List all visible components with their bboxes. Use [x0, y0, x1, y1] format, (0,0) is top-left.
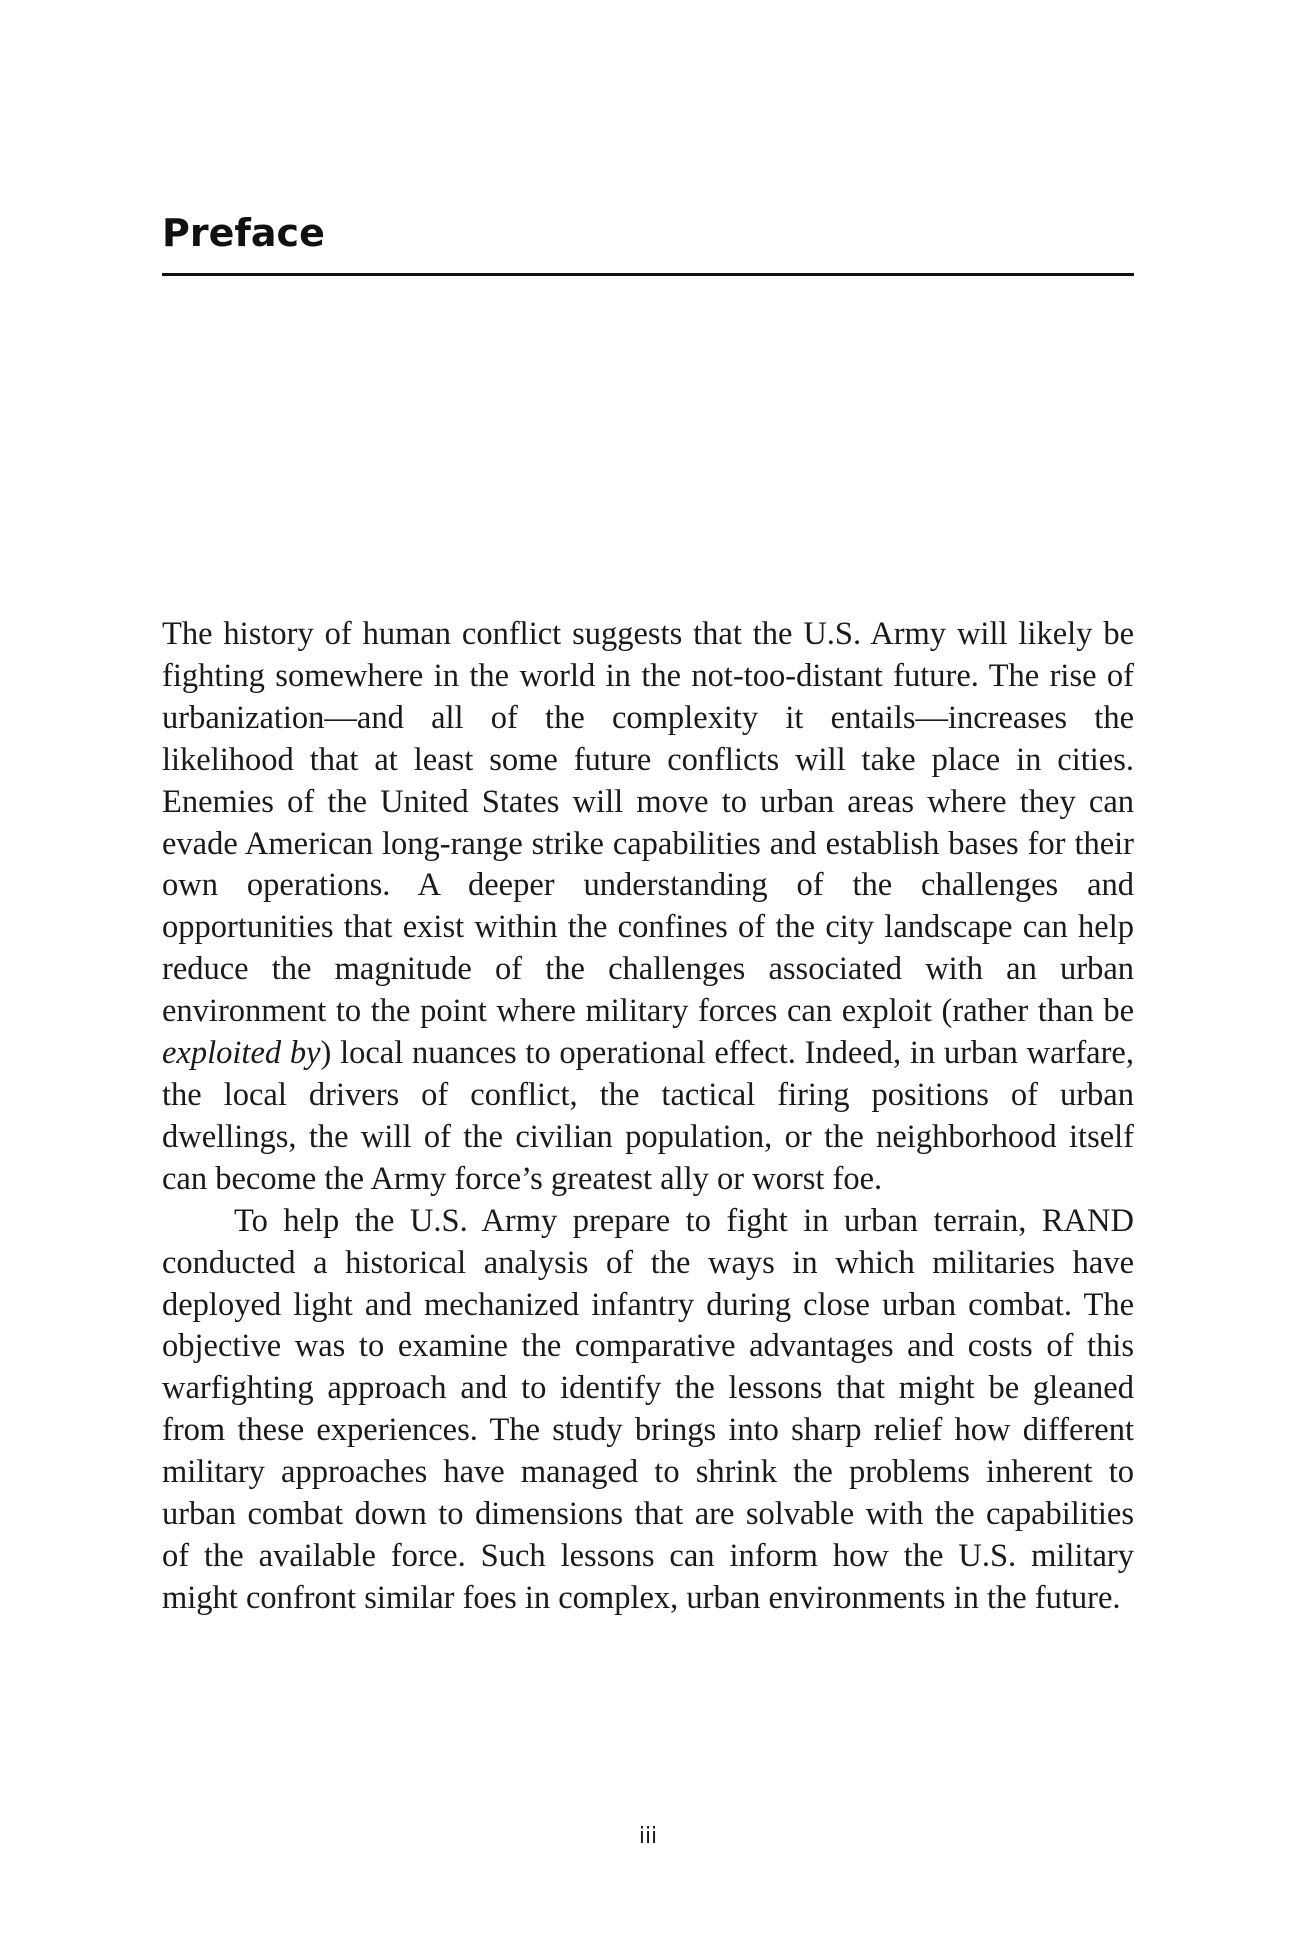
paragraph-1 — [162, 614, 1134, 1201]
page-title: Preface — [162, 211, 325, 255]
paragraph-1-text-a: The history of human conflict suggests that the U.S. Army will likely be fighting somewhere in the world in the not-too-distant future. The rise of urbanization—and all of the complexity it entails—increases the likelihood that at least some future conflicts will take place in cities. Enemies of the United States will move to urban areas where they can evade American long-range strike capabilities and establish bases for their own operations. A deeper understanding of the challenges and opportunities that exist within the confines of the city landscape can help reduce the magnitude of the challenges associated with an urban environment to the point where military forces can exploit (rather than be — [162, 616, 1134, 1030]
paragraph-1-text-b: ) local nuances to operational effect. Indeed, in urban warfare, the local drivers of conflict, the tactical firing positions of urban dwellings, the will of the civilian population, or the neighborhood itself can become the Army force’s greatest ally or worst foe. — [162, 1035, 1134, 1197]
paragraph-1-emphasis: exploited by — [162, 1035, 321, 1072]
body-text — [162, 614, 1134, 1620]
paragraph-2: To help the U.S. Army prepare to fight in urban terrain, RAND conducted a historical analysis of the ways in which militaries have deployed light and mechanized infantry during close urban combat. The objective was to examine the comparative advantages and costs of this warfighting approach and to identify the lessons that might be gleaned from these experiences. The study brings into sharp relief how different military approaches have managed to shrink the problems inherent to urban combat down to dimensions that are solvable with the capabilities of the available force. Such lessons can inform how the U.S. military might confront similar foes in complex, urban environments in the future. — [162, 1202, 1134, 1616]
page-number: iii — [638, 1824, 658, 1849]
title-rule — [162, 273, 1134, 276]
